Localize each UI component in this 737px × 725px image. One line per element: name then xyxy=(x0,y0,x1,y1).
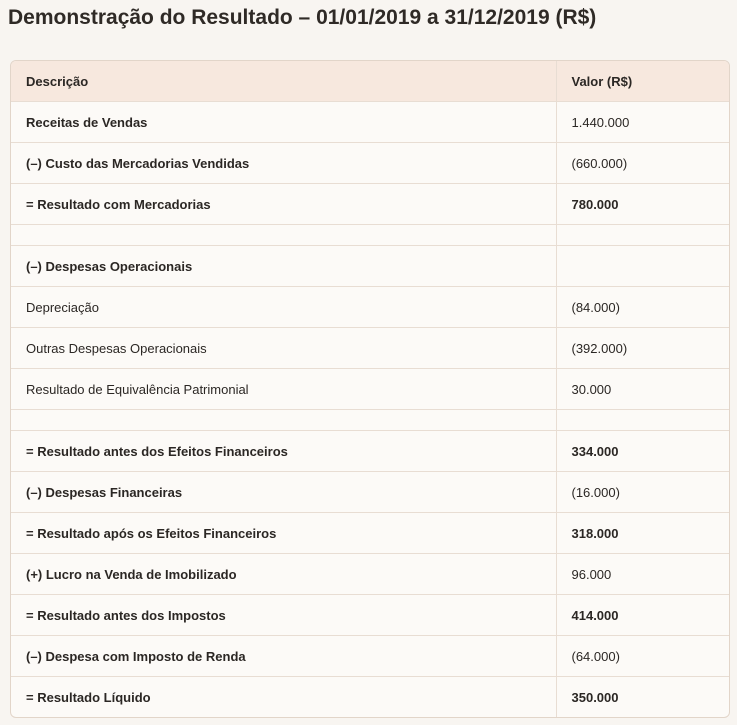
row-description: = Resultado com Mercadorias xyxy=(11,184,556,225)
page-title: Demonstração do Resultado – 01/01/2019 a 31/12/2019 (R$) xyxy=(8,6,597,29)
row-description xyxy=(11,410,556,431)
row-description: Depreciação xyxy=(11,287,556,328)
table-row xyxy=(11,554,729,595)
row-description: Receitas de Vendas xyxy=(11,102,556,143)
row-value: 1.440.000 xyxy=(556,102,729,143)
row-value: 30.000 xyxy=(556,369,729,410)
row-value: 96.000 xyxy=(556,554,729,595)
row-description: Outras Despesas Operacionais xyxy=(11,328,556,369)
income-statement-table-container xyxy=(10,60,730,718)
row-value: 334.000 xyxy=(556,431,729,472)
row-value xyxy=(556,410,729,431)
row-value: 780.000 xyxy=(556,184,729,225)
row-description xyxy=(11,225,556,246)
row-description: (–) Despesas Operacionais xyxy=(11,246,556,287)
row-description: (+) Lucro na Venda de Imobilizado xyxy=(11,554,556,595)
table-row xyxy=(11,246,729,287)
table-row xyxy=(11,369,729,410)
table-spacer-row xyxy=(11,410,729,431)
row-value: (16.000) xyxy=(556,472,729,513)
table-row xyxy=(11,636,729,677)
income-statement-table xyxy=(11,61,729,717)
row-value: 318.000 xyxy=(556,513,729,554)
table-row xyxy=(11,431,729,472)
table-row xyxy=(11,595,729,636)
row-value xyxy=(556,246,729,287)
row-description: (–) Despesas Financeiras xyxy=(11,472,556,513)
table-spacer-row xyxy=(11,225,729,246)
row-description: = Resultado antes dos Impostos xyxy=(11,595,556,636)
row-value: 414.000 xyxy=(556,595,729,636)
row-value xyxy=(556,225,729,246)
table-row xyxy=(11,328,729,369)
column-header-description: Descrição xyxy=(11,61,556,102)
row-value: (392.000) xyxy=(556,328,729,369)
row-description: (–) Despesa com Imposto de Renda xyxy=(11,636,556,677)
row-value: 350.000 xyxy=(556,677,729,718)
row-description: (–) Custo das Mercadorias Vendidas xyxy=(11,143,556,184)
table-row xyxy=(11,677,729,718)
row-description: Resultado de Equivalência Patrimonial xyxy=(11,369,556,410)
row-value: (660.000) xyxy=(556,143,729,184)
table-body xyxy=(11,102,729,718)
table-row xyxy=(11,287,729,328)
table-row xyxy=(11,102,729,143)
table-row xyxy=(11,472,729,513)
table-header-row xyxy=(11,61,729,102)
column-header-value: Valor (R$) xyxy=(556,61,729,102)
row-description: = Resultado após os Efeitos Financeiros xyxy=(11,513,556,554)
row-value: (64.000) xyxy=(556,636,729,677)
table-row xyxy=(11,513,729,554)
table-row xyxy=(11,143,729,184)
table-row xyxy=(11,184,729,225)
row-description: = Resultado Líquido xyxy=(26,689,151,705)
row-description: = Resultado antes dos Efeitos Financeiros xyxy=(11,431,556,472)
row-value: (84.000) xyxy=(556,287,729,328)
